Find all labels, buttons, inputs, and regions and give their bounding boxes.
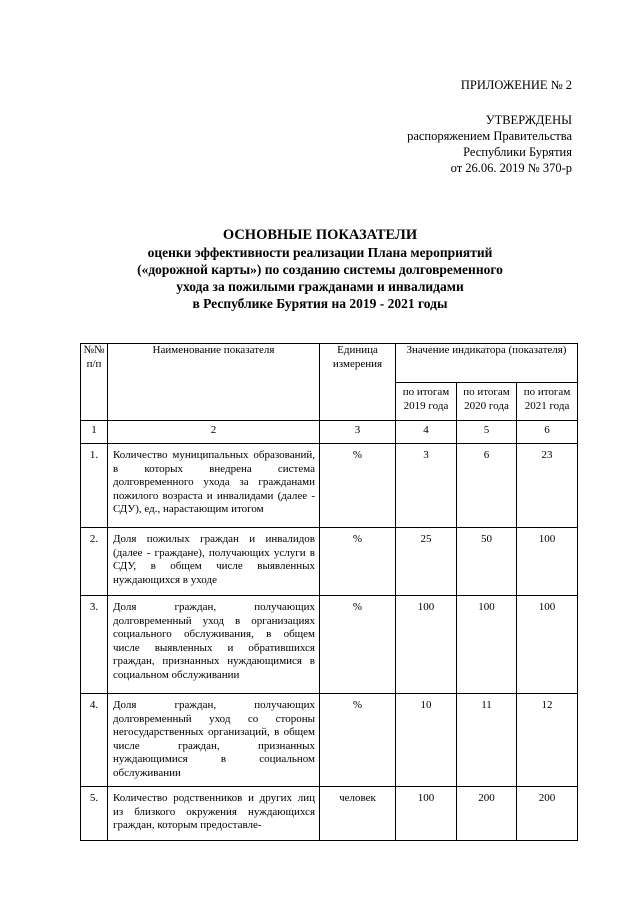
index-cell: 3: [320, 421, 396, 444]
header-2020: по итогам 2020 года: [457, 383, 517, 421]
header-unit: Единица измерения: [320, 344, 396, 421]
table-row: [81, 444, 578, 528]
indicator-unit: %: [320, 528, 396, 596]
header-num: №№ п/п: [81, 344, 108, 421]
value-2021: 100: [517, 596, 578, 694]
row-number: 3.: [81, 596, 108, 694]
decree-line: распоряжением Правительства: [407, 129, 572, 143]
value-2019: 100: [396, 596, 457, 694]
row-number: 5.: [81, 787, 108, 841]
value-2020: 11: [457, 694, 517, 787]
value-2019: 100: [396, 787, 457, 841]
indicator-name: Доля граждан, получающих долговременный уход в организациях социального обслуживания, в общем числе выявленных и обратившихся граждан, признанных нуждающимися в социальном обслуживании: [108, 596, 320, 694]
indicators-table: [80, 343, 578, 841]
table-row: [81, 787, 578, 841]
value-2019: 3: [396, 444, 457, 528]
title-line: в Республике Бурятия на 2019 - 2021 годы: [192, 296, 448, 311]
value-2020: 100: [457, 596, 517, 694]
value-2021: 12: [517, 694, 578, 787]
decree-line: Республики Бурятия: [463, 145, 572, 159]
row-number: 4.: [81, 694, 108, 787]
indicator-unit: %: [320, 596, 396, 694]
value-2021: 23: [517, 444, 578, 528]
indicator-unit: %: [320, 444, 396, 528]
value-2021: 200: [517, 787, 578, 841]
table-header-row: [81, 344, 578, 383]
header-name: Наименование показателя: [108, 344, 320, 421]
row-number: 2.: [81, 528, 108, 596]
appendix-label: ПРИЛОЖЕНИЕ № 2: [460, 78, 572, 92]
header-2021: по итогам 2021 года: [517, 383, 578, 421]
indicator-unit: человек: [320, 787, 396, 841]
document-title: [60, 226, 580, 312]
index-cell: 6: [517, 421, 578, 444]
table-row: [81, 694, 578, 787]
value-2020: 200: [457, 787, 517, 841]
indicator-name: Доля пожилых граждан и инвалидов (далее - граждане), получающих услуги в СДУ, в общем числе выявленных нуждающихся в уходе: [108, 528, 320, 596]
approval-stamp: [407, 112, 572, 176]
table-row: [81, 528, 578, 596]
approval-header: [407, 78, 572, 176]
value-2021: 100: [517, 528, 578, 596]
table-row: [81, 596, 578, 694]
column-index-row: [81, 421, 578, 444]
indicator-unit: %: [320, 694, 396, 787]
row-number: 1.: [81, 444, 108, 528]
indicator-name: Доля граждан, получающих долговременный уход со стороны негосударственных организаций, в общем числе граждан, признанных нуждающимися в социальном обслуживании: [108, 694, 320, 787]
decree-date: от 26.06. 2019 № 370-р: [450, 161, 572, 175]
indicator-name: Количество муниципальных образований, в которых внедрена система долговременного ухода за гражданами пожилого возраста и инвалидами (далее - СДУ), ед., нарастающим итогом: [108, 444, 320, 528]
index-cell: 5: [457, 421, 517, 444]
title-line: оценки эффективности реализации Плана мероприятий: [147, 245, 493, 260]
value-2020: 6: [457, 444, 517, 528]
value-2020: 50: [457, 528, 517, 596]
index-cell: 4: [396, 421, 457, 444]
indicator-name: Количество родственников и других лиц из близкого окружения нуждающихся граждан, которым предоставле-: [108, 787, 320, 841]
index-cell: 2: [108, 421, 320, 444]
header-2019: по итогам 2019 года: [396, 383, 457, 421]
title-line: ухода за пожилыми гражданами и инвалидами: [176, 279, 464, 294]
header-value: Значение индикатора (показателя): [396, 344, 578, 383]
approved-label: УТВЕРЖДЕНЫ: [485, 113, 572, 127]
title-line: («дорожной карты») по созданию системы долговременного: [137, 262, 503, 277]
value-2019: 10: [396, 694, 457, 787]
title-main: ОСНОВНЫЕ ПОКАЗАТЕЛИ: [222, 227, 418, 243]
value-2019: 25: [396, 528, 457, 596]
index-cell: 1: [81, 421, 108, 444]
